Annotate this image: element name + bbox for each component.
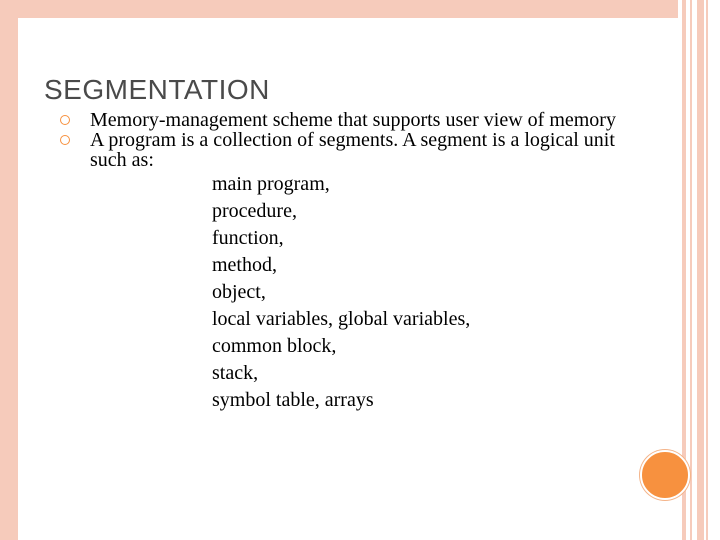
ring-bullet-icon <box>60 135 70 145</box>
slide-title: SEGMENTATION <box>44 74 270 105</box>
segment-item: stack, <box>212 362 259 384</box>
bullet-text: Memory-management scheme that supports user view of memory <box>90 109 616 131</box>
segment-item: function, <box>212 227 284 249</box>
bullet-text: A program is a collection of segments. A segment is a logical unit such as: <box>90 129 615 171</box>
slide-top-border <box>18 0 678 18</box>
right-decorative-rail <box>690 0 692 540</box>
bullet-item <box>60 130 620 414</box>
ring-bullet-icon <box>60 115 70 125</box>
segment-item: object, <box>212 281 266 303</box>
segment-item: symbol table, arrays <box>212 389 374 411</box>
bullet-item <box>60 110 620 130</box>
segment-item: local variables, global variables, <box>212 308 471 330</box>
right-decorative-rail <box>697 0 704 540</box>
segment-list <box>90 171 620 414</box>
bullet-list <box>60 110 620 414</box>
orange-accent-circle <box>640 450 690 500</box>
segment-item: main program, <box>212 173 330 195</box>
slide-left-border <box>0 0 18 540</box>
segment-item: procedure, <box>212 200 297 222</box>
segment-item: method, <box>212 254 277 276</box>
segment-item: common block, <box>212 335 337 357</box>
right-decorative-rail <box>706 0 708 540</box>
